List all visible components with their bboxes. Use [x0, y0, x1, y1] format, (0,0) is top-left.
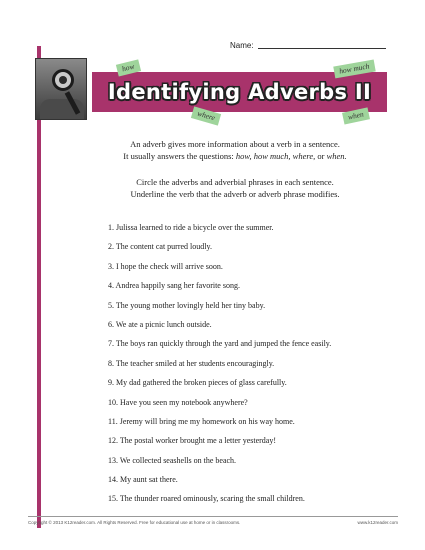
question-when: when. [326, 151, 347, 161]
name-blank-line[interactable] [258, 48, 386, 49]
sentence-item[interactable]: 11. Jeremy will bring me my homework on his way home. [108, 416, 295, 426]
intro-line-2 [90, 150, 380, 162]
sentence-item[interactable]: 10. Have you seen my notebook anywhere? [108, 397, 248, 407]
page-title: Identifying Adverbs II [107, 80, 372, 104]
sentence-item[interactable]: 8. The teacher smiled at her students encouragingly. [108, 358, 275, 368]
sentence-item[interactable]: 7. The boys ran quickly through the yard and jumped the fence easily. [108, 339, 332, 349]
footer-copyright: Copyright © 2013 K12reader.com. All Rights Reserved. Free for educational use at home or in classrooms. [28, 520, 241, 525]
question-how: how, [235, 151, 252, 161]
tag-how-much: how much [333, 60, 375, 79]
name-field[interactable] [230, 41, 386, 50]
sentence-item[interactable]: 13. We collected seashells on the beach. [108, 455, 237, 465]
sentence-item[interactable]: 2. The content cat purred loudly. [108, 242, 212, 252]
eye-icon [59, 76, 67, 84]
magnifying-glass-photo [35, 58, 87, 120]
question-where: where, [292, 151, 316, 161]
tag-when: when [342, 107, 370, 124]
sentence-item[interactable]: 6. We ate a picnic lunch outside. [108, 319, 212, 329]
intro-text [90, 138, 380, 162]
question-how-much: how much, [253, 151, 291, 161]
sentence-item[interactable]: 1. Julissa learned to ride a bicycle over the summer. [108, 223, 274, 232]
instruction-line-2: Underline the verb that the adverb or adverb phrase modifies. [130, 189, 340, 199]
tag-where: where [191, 106, 221, 125]
intro-line-1: An adverb gives more information about a verb in a sentence. [130, 139, 340, 149]
footer-divider [28, 516, 398, 517]
sentence-item[interactable]: 5. The young mother lovingly held her tiny baby. [108, 300, 266, 310]
or-word: or [317, 151, 325, 161]
footer-site-link[interactable]: www.k12reader.com [357, 520, 398, 525]
sentence-list [108, 222, 388, 513]
sentence-item[interactable]: 3. I hope the check will arrive soon. [108, 261, 223, 271]
tag-how: how [116, 59, 141, 76]
name-label: Name: [230, 41, 254, 50]
sentence-item[interactable]: 9. My dad gathered the broken pieces of glass carefully. [108, 378, 287, 388]
sentence-item[interactable]: 12. The postal worker brought me a letter yesterday! [108, 436, 277, 446]
intro-line-2-prefix: It usually answers the questions: [123, 151, 236, 161]
instruction-line-1: Circle the adverbs and adverbial phrases in each sentence. [136, 177, 334, 187]
sentence-item[interactable]: 4. Andrea happily sang her favorite song. [108, 281, 240, 291]
instructions [90, 176, 380, 200]
sentence-item[interactable]: 14. My aunt sat there. [108, 475, 178, 485]
sentence-item[interactable]: 15. The thunder roared ominously, scaring the small children. [108, 494, 305, 504]
